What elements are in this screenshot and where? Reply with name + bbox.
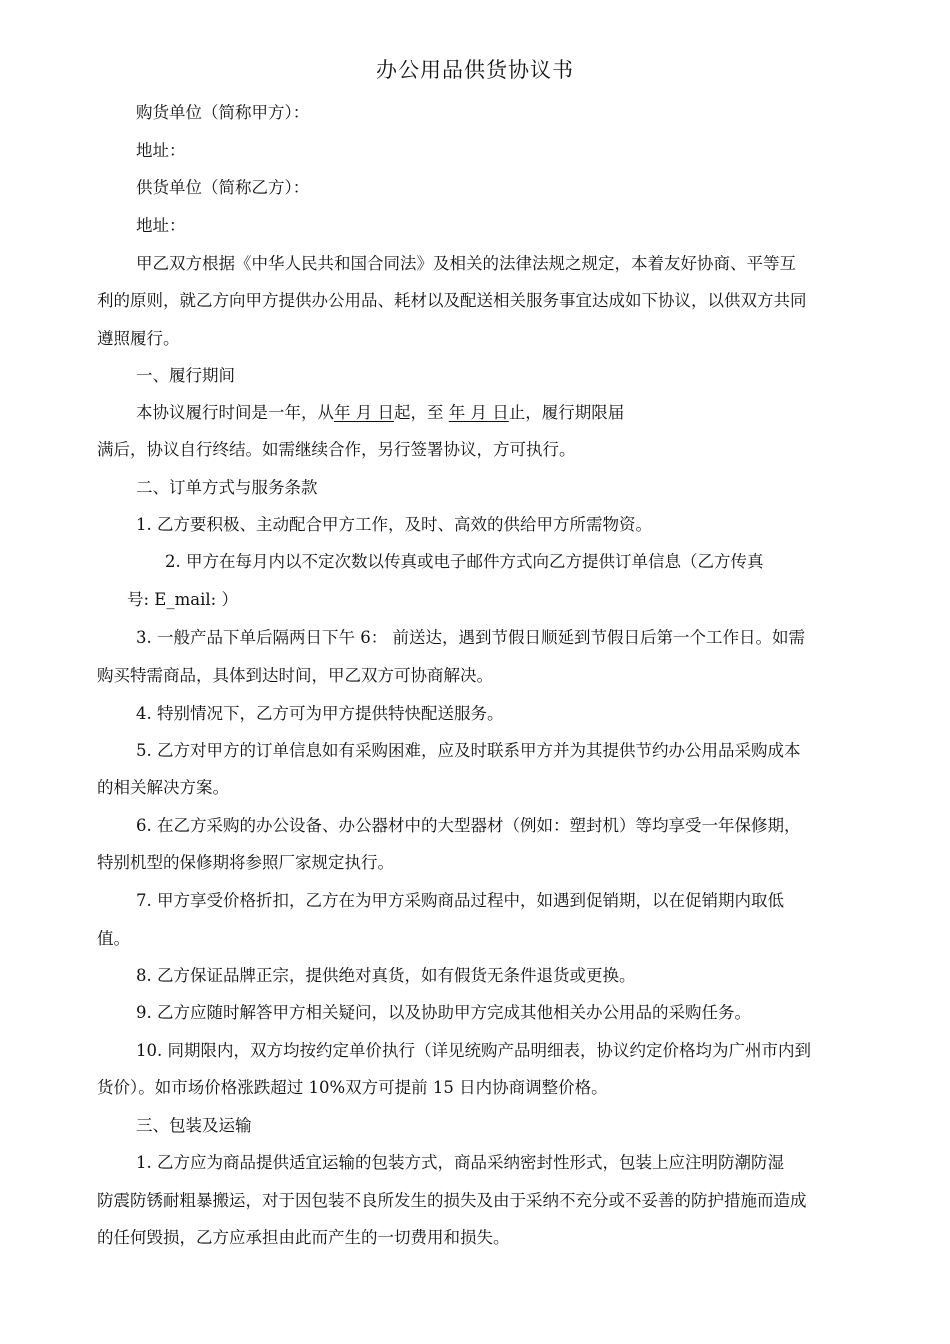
buyer-address-label: 地址： [136, 141, 186, 160]
buyer-label: 购货单位（简称甲方）： [136, 103, 310, 122]
intro-line-1: 甲乙双方根据《中华人民共和国合同法》及相关的法律法规之规定，本着友好协商、平等互 [136, 254, 796, 273]
clause-2-6-line-2: 特别机型的保修期将参照厂家规定执行。 [97, 853, 394, 872]
clause-2-2-line-1: 2. 甲方在每月内以不定次数以传真或电子邮件方式向乙方提供订单信息（乙方传真 [165, 552, 764, 571]
clause-2-6-line-1: 6. 在乙方采购的办公设备、办公器材中的大型器材（例如：塑封机）等均享受一年保修期， [136, 816, 801, 835]
clause-2-5-line-2: 的相关解决方案。 [97, 778, 229, 797]
clause-2-9: 9. 乙方应随时解答甲方相关疑问，以及协助甲方完成其他相关办公用品的采购任务。 [136, 1003, 751, 1022]
intro-line-3: 遵照履行。 [97, 329, 180, 348]
clause-3-1-line-1: 1. 乙方应为商品提供适宜运输的包装方式，商品采纳密封性形式，包装上应注明防潮防湿 [136, 1153, 784, 1172]
clause-2-8: 8. 乙方保证品牌正宗，提供绝对真货，如有假货无条件退货或更换。 [136, 966, 636, 985]
clause-2-10-line-2: 货价）。如市场价格涨跌超过 10%双方可提前 15 日内协商调整价格。 [97, 1078, 608, 1097]
clause-3-1-line-2: 防震防锈耐粗暴搬运，对于因包装不良所发生的损失及由于采纳不充分或不妥善的防护措施而造成 [97, 1191, 807, 1210]
supplier-label: 供货单位（简称乙方）： [136, 178, 310, 197]
clause-2-1: 1. 乙方要积极、主动配合甲方工作，及时、高效的供给甲方所需物资。 [136, 515, 652, 534]
term-line-2: 满后，协议自行终结。如需继续合作，另行签署协议，方可执行。 [97, 440, 576, 459]
section-1-heading: 一、履行期间 [136, 366, 235, 385]
term-line-1: 本协议履行时间是一年，从年 月 日起，至 年 月 日止，履行期限届 [136, 403, 625, 422]
section-3-heading: 三、包装及运输 [136, 1116, 252, 1135]
clause-2-10-line-1: 10. 同期限内，双方均按约定单价执行（详见统购产品明细表，协议约定价格均为广州市内到 [136, 1041, 811, 1060]
clause-2-3-line-1: 3. 一般产品下单后隔两日下午 6： 前送达，遇到节假日顺延到节假日后第一个工作日。如需 [136, 628, 805, 647]
intro-line-2: 利的原则，就乙方向甲方提供办公用品、耗材以及配送相关服务事宜达成如下协议，以供双方共同 [97, 291, 807, 310]
clause-2-7-line-2: 值。 [97, 929, 130, 948]
clause-2-4: 4. 特别情况下，乙方可为甲方提供特快配送服务。 [136, 704, 504, 723]
supplier-address-label: 地址： [136, 216, 186, 235]
clause-2-3-line-2: 购买特需商品，具体到达时间，甲乙双方可协商解决。 [97, 666, 493, 685]
clause-2-7-line-1: 7. 甲方享受价格折扣，乙方在为甲方采购商品过程中，如遇到促销期，以在促销期内取低 [136, 891, 784, 910]
end-date-blank: 年 月 日 [448, 403, 509, 422]
section-2-heading: 二、订单方式与服务条款 [136, 478, 318, 497]
document-title: 办公用品供货协议书 [376, 58, 574, 82]
clause-3-1-line-3: 的任何毁损，乙方应承担由此而产生的一切费用和损失。 [97, 1228, 510, 1247]
start-date-blank: 年 月 日 [334, 403, 394, 422]
clause-2-5-line-1: 5. 乙方对甲方的订单信息如有采购困难，应及时联系甲方并为其提供节约办公用品采购成本 [136, 741, 801, 760]
clause-2-2-line-2: 号: E_mail: ） [127, 590, 238, 609]
